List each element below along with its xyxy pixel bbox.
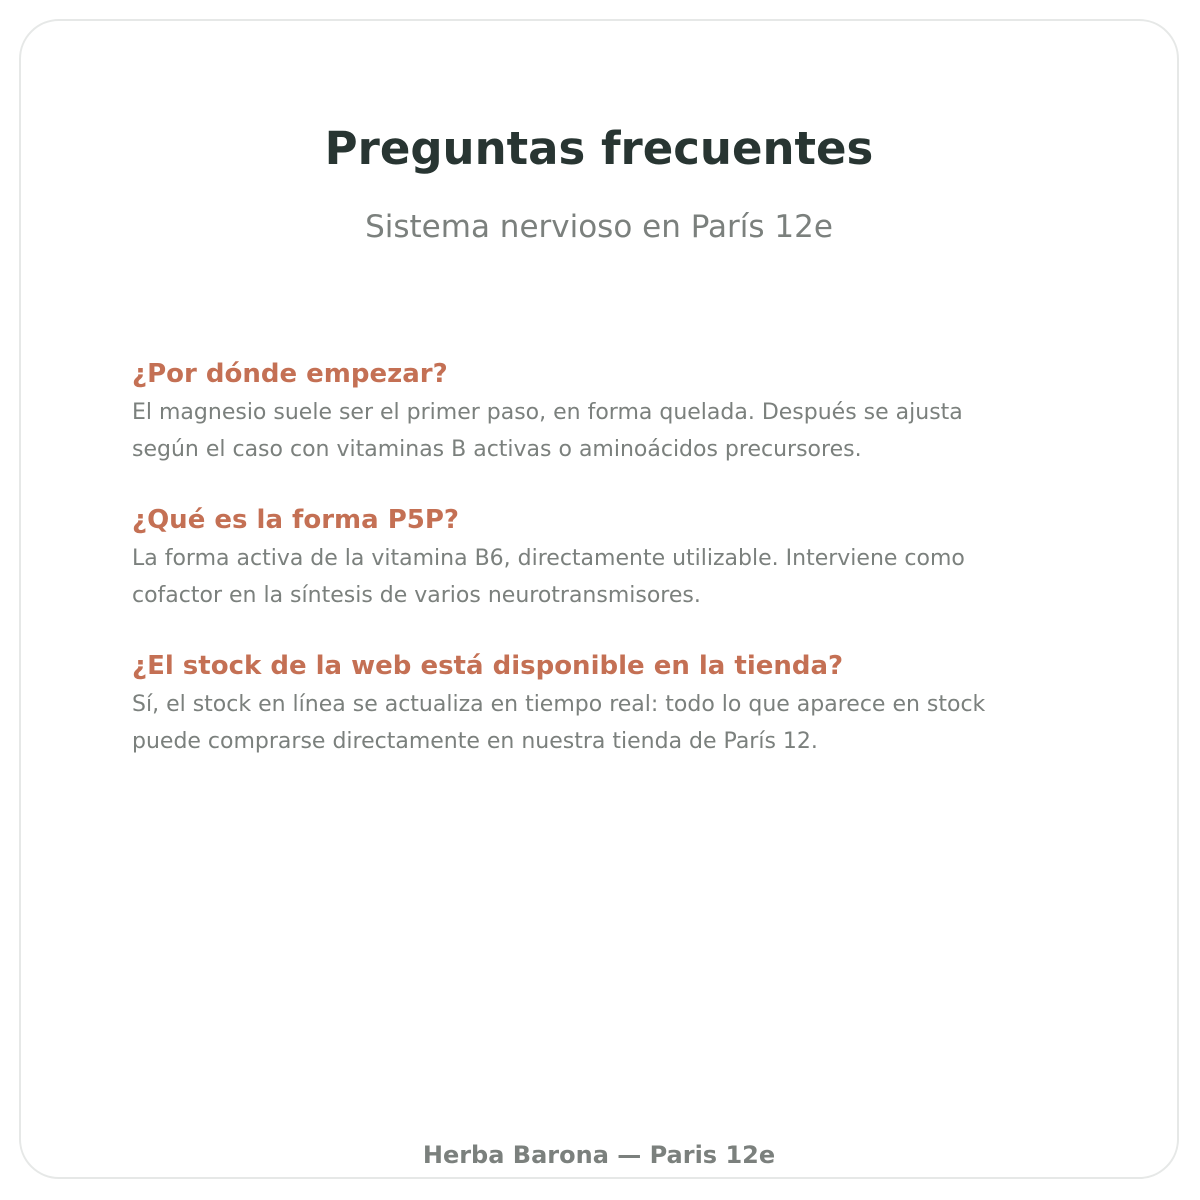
faq-answer [132,394,1092,468]
faq-answer-line: puede comprarse directamente en nuestra tienda de París 12. [132,729,818,754]
faq-question: ¿El stock de la web está disponible en la tienda? [132,651,844,681]
faq-item [132,646,1092,760]
faq-card [19,19,1179,1179]
faq-item [132,354,1092,468]
faq-answer [132,540,1092,614]
faq-answer-line: cofactor en la síntesis de varios neurotransmisores. [132,583,701,608]
faq-answer [132,686,1092,760]
page-title: Preguntas frecuentes [324,122,874,175]
faq-item [132,500,1092,614]
faq-answer-line: según el caso con vitaminas B activas o aminoácidos precursores. [132,437,862,462]
page-subtitle: Sistema nervioso en París 12e [365,209,833,245]
faq-answer-line: El magnesio suele ser el primer paso, en forma quelada. Después se ajusta [132,400,963,425]
faq-question: ¿Qué es la forma P5P? [132,505,460,535]
faq-list [132,354,1092,792]
faq-answer-line: Sí, el stock en línea se actualiza en tiempo real: todo lo que aparece en stock [132,692,986,717]
faq-question: ¿Por dónde empezar? [132,359,448,389]
faq-answer-line: La forma activa de la vitamina B6, directamente utilizable. Interviene como [132,546,965,571]
footer-brand: Herba Barona — Paris 12e [422,1141,776,1169]
